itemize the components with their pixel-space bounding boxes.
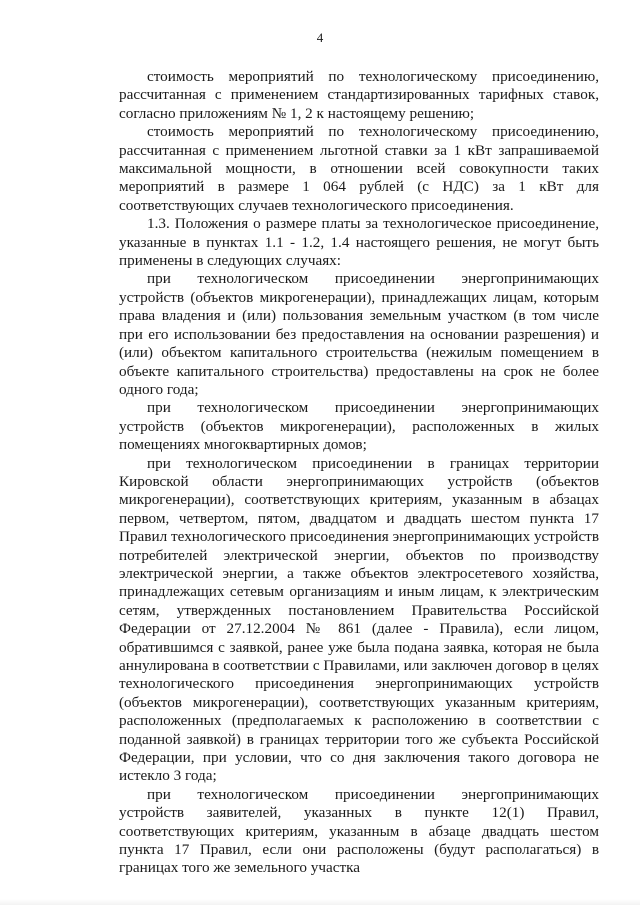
paragraph-preferential-rate-cost: стоимость мероприятий по технологическому присоединению, рассчитанная с применением льготной ставки за 1 кВт запрашиваемой максимальной мощности, в отношении всей совокупности таких мероприятий в размере 1 064 рублей (с НДС) за 1 кВт для соответствующих случаев технологического присоединения. — [119, 123, 599, 214]
document-body — [119, 68, 599, 878]
paragraph-short-term-rights-case: при технологическом присоединении энергопринимающих устройств (объектов микрогенерации), принадлежащих лицам, которым права владения и (или) пользования земельным участком (в том числе при его использовании без предоставления на основании разрешения) и (или) объектом капитального строительства (нежилым помещением в объекте капитального строительства) предоставлены на срок не более одного года; — [119, 270, 599, 398]
page-number: 4 — [316, 30, 324, 45]
paragraph-standard-rates-cost: стоимость мероприятий по технологическому присоединению, рассчитанная с применением стандартизированных тарифных ставок, согласно приложениям № 1, 2 к настоящему решению; — [119, 68, 599, 122]
page-bottom-edge — [0, 899, 640, 905]
paragraph-apartment-buildings-case: при технологическом присоединении энергопринимающих устройств (объектов микрогенерации), расположенных в жилых помещениях многоквартирных домов; — [119, 399, 599, 454]
paragraph-clause-12-1-case: при технологическом присоединении энергопринимающих устройств заявителей, указанных в пункте 12(1) Правил, соответствующих критериям, указанным в абзаце двадцать шестом пункта 17 Правил, если они расположены (будут располагаться) в границах того же земельного участка — [119, 785, 599, 877]
paragraph-section-1-3: 1.3. Положения о размере платы за технологическое присоединение, указанные в пунктах 1.1 - 1.2, 1.4 настоящего решения, не могут быть применены в следующих случаях: — [119, 215, 599, 270]
paragraph-kirov-region-case: при технологическом присоединении в границах территории Кировской области энергопринимающих устройств (объектов микрогенерации), соответствующих критериям, указанным в абзацах первом, четвертом, пятом, двадцатом и двадцать шестом пункта 17 Правил технологического присоединения энергопринимающих устройств потребителей электрической энергии, объектов по производству электрической энергии, а также объектов электросетевого хозяйства, принадлежащих сетевым организациям и иным лицам, к электрическим сетям, утвержденных постановлением Правительства Российской Федерации от 27.12.2004 № 861 (далее - Правила), если лицом, обратившимся с заявкой, ранее уже была подана заявка, которая не была аннулирована в соответствии с Правилами, или заключен договор в целях технологического присоединения энергопринимающих устройств (объектов микрогенерации), соответствующих указанным критериям, расположенных (предполагаемых к расположению в соответствии с поданной заявкой) в границах территории того же субъекта Российской Федерации, при условии, что со дня заключения такого договора не истекло 3 года; — [119, 454, 599, 785]
